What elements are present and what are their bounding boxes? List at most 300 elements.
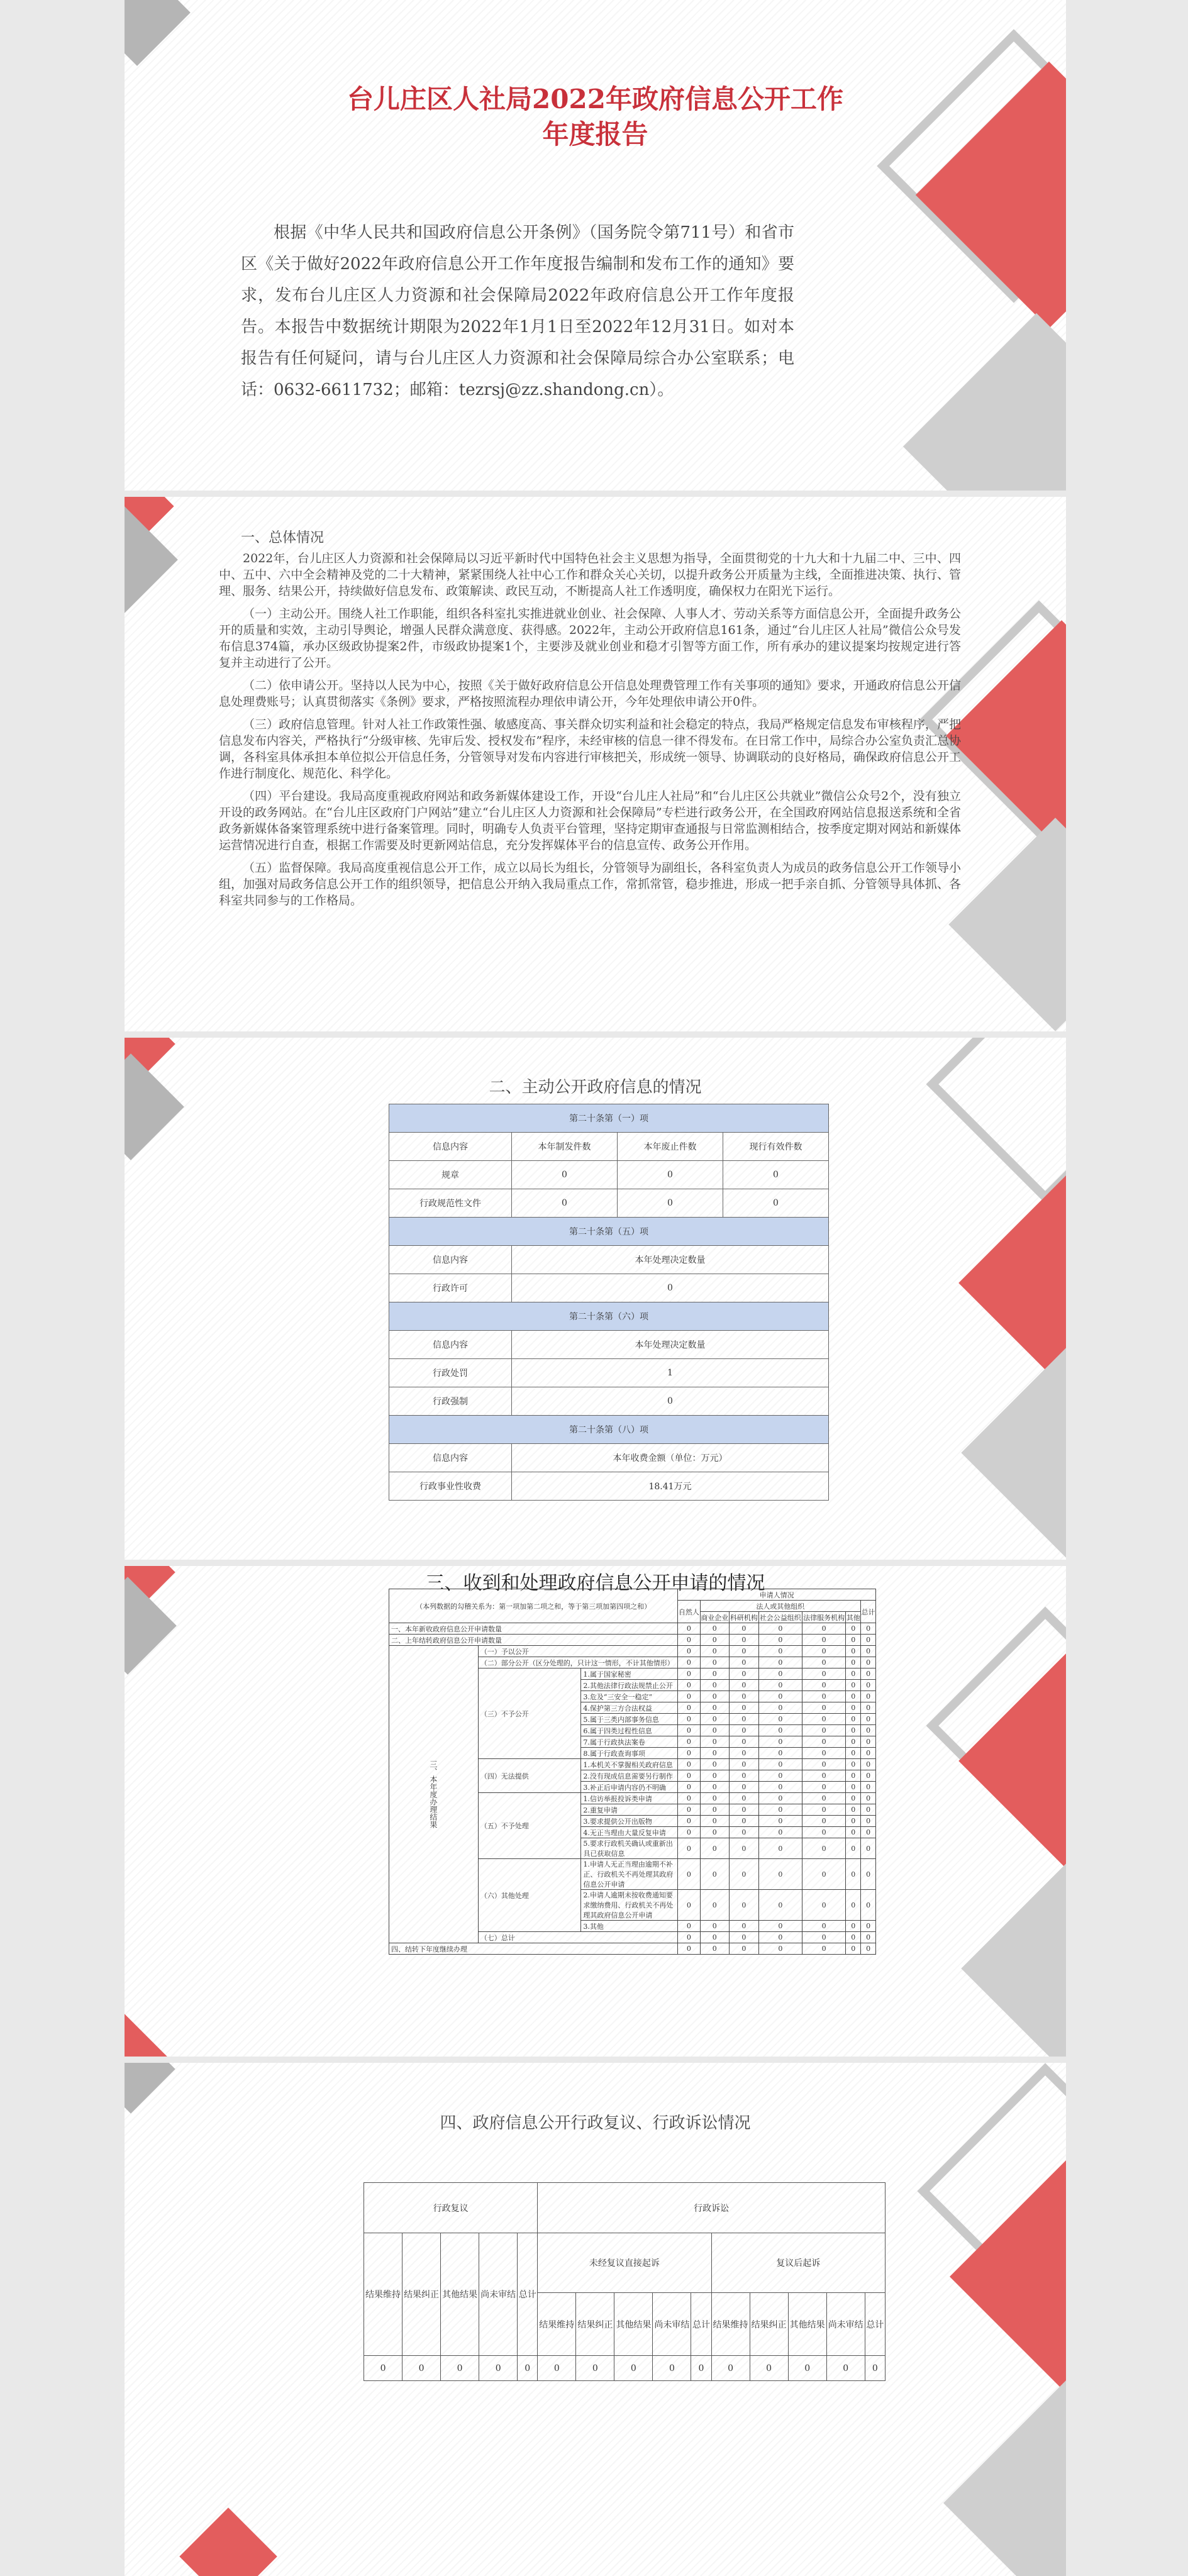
cell-value: 0 xyxy=(730,1657,759,1668)
decor-red-corner xyxy=(179,2507,277,2576)
item-label: 4.无正当理由大量反复申请 xyxy=(581,1827,678,1838)
column-header: 本年废止件数 xyxy=(618,1133,723,1161)
cell-value: 0 xyxy=(802,1702,845,1714)
cell-value: 0 xyxy=(678,1921,700,1932)
cell-value: 0 xyxy=(846,1680,861,1691)
cell-value: 0 xyxy=(730,1804,759,1816)
column-header: 尚未审结 xyxy=(826,2293,865,2356)
cell-value: 0 xyxy=(802,1838,845,1859)
cell: 0 xyxy=(512,1189,618,1218)
group-label: （六）其他处理 xyxy=(478,1859,581,1932)
cell-value: 0 xyxy=(402,2356,441,2381)
column-header: 本年收费金额（单位：万元） xyxy=(512,1444,829,1472)
cell-value: 0 xyxy=(846,1714,861,1725)
section1-body xyxy=(219,550,961,915)
cell-value: 0 xyxy=(758,1668,802,1680)
cell-value: 0 xyxy=(758,1932,802,1943)
cell-value: 0 xyxy=(758,1657,802,1668)
item-label: 6.属于四类过程性信息 xyxy=(581,1725,678,1736)
cell: 行政强制 xyxy=(389,1387,512,1416)
cell-value: 0 xyxy=(678,1816,700,1827)
cell-value: 0 xyxy=(846,1668,861,1680)
title-line-1: 台儿庄区人社局2022年政府信息公开工作 xyxy=(347,84,843,114)
cell-value: 0 xyxy=(678,1691,700,1702)
cell-value: 0 xyxy=(700,1921,730,1932)
cell-value: 0 xyxy=(678,1782,700,1793)
cell: 0 xyxy=(512,1274,829,1302)
cell-value: 0 xyxy=(846,1702,861,1714)
column-header: 信息内容 xyxy=(389,1444,512,1472)
column-header: 其他结果 xyxy=(441,2233,479,2356)
cell-value: 0 xyxy=(730,1793,759,1804)
column-header: 总计 xyxy=(691,2293,711,2356)
decor-red-corner xyxy=(125,2011,170,2057)
cell-value: 0 xyxy=(758,1921,802,1932)
litigation-header: 行政诉讼 xyxy=(538,2183,885,2233)
column-header: 结果维持 xyxy=(364,2233,402,2356)
column-header: 结果纠正 xyxy=(402,2233,441,2356)
cell-value: 0 xyxy=(758,1793,802,1804)
cell-value: 0 xyxy=(861,1890,876,1921)
cell-value: 0 xyxy=(700,1691,730,1702)
item-label: 1.信访举报投诉类申请 xyxy=(581,1793,678,1804)
page-applications xyxy=(125,1566,1066,2057)
cell-value: 0 xyxy=(846,1921,861,1932)
cell-value: 0 xyxy=(802,1759,845,1770)
item-label: 7.属于行政执法案卷 xyxy=(581,1736,678,1748)
cell-value: 0 xyxy=(678,1770,700,1782)
cell-value: 0 xyxy=(730,1623,759,1635)
paragraph: 2022年，台儿庄区人力资源和社会保障局以习近平新时代中国特色社会主义思想为指导，全面贯彻党的十九大和十九届二中、三中、四中、五中、六中全会精神及党的二十大精神，紧紧围绕人社中心工作和群众关心关切，以提升政务公开质量为主线，全面推进决策、执行、管理、服务、结果公开，持续做好信息发布、政策解读、政民互动，不断提高人社工作透明度，确保权力在阳光下运行。 xyxy=(219,552,961,598)
cell-value: 0 xyxy=(758,1748,802,1759)
cell-value: 0 xyxy=(678,1725,700,1736)
column-header: 其他结果 xyxy=(788,2293,826,2356)
cell-value: 0 xyxy=(861,1680,876,1691)
cell-value: 0 xyxy=(691,2356,711,2381)
decor-gray-diamond xyxy=(948,818,1066,1031)
item-label: 3.补正后申请内容仍不明确 xyxy=(581,1782,678,1793)
group-label: （五）不予处理 xyxy=(478,1793,581,1859)
natural-person-header: 自然人 xyxy=(678,1601,700,1623)
column-header: 尚未审结 xyxy=(479,2233,518,2356)
cell-value: 0 xyxy=(802,1770,845,1782)
cell-value: 0 xyxy=(846,1770,861,1782)
cell: 0 xyxy=(618,1189,723,1218)
cell-value: 0 xyxy=(678,1827,700,1838)
cell-value: 0 xyxy=(700,1782,730,1793)
cell-value: 0 xyxy=(730,1748,759,1759)
item-label: 3.其他 xyxy=(581,1921,678,1932)
cell: 规章 xyxy=(389,1161,512,1189)
decor-outline-diamond xyxy=(926,1038,1066,1204)
table-header: 第二十条第（五）项 xyxy=(389,1218,829,1246)
page-active-disclosure xyxy=(125,1038,1066,1560)
decor-gray-corner xyxy=(125,2063,175,2114)
cell-value: 0 xyxy=(758,1759,802,1770)
cell-value: 0 xyxy=(865,2356,885,2381)
cell-value: 0 xyxy=(802,1657,845,1668)
cell-value: 0 xyxy=(861,1635,876,1646)
column-header: 本年处理决定数量 xyxy=(512,1246,829,1274)
cell-value: 0 xyxy=(861,1748,876,1759)
cell: 18.41万元 xyxy=(512,1472,829,1501)
cell-value: 0 xyxy=(700,1804,730,1816)
cell-value: 0 xyxy=(678,1646,700,1657)
cell-value: 0 xyxy=(802,1714,845,1725)
cell: 行政许可 xyxy=(389,1274,512,1302)
cell-value: 0 xyxy=(730,1680,759,1691)
cell-value: 0 xyxy=(846,1816,861,1827)
column-header: 结果维持 xyxy=(711,2293,750,2356)
cell: 行政规范性文件 xyxy=(389,1189,512,1218)
column-header: 信息内容 xyxy=(389,1331,512,1359)
cell-value: 0 xyxy=(700,1943,730,1955)
row-label: 四、结转下年度继续办理 xyxy=(389,1943,678,1955)
cell-value: 0 xyxy=(758,1816,802,1827)
cell-value: 0 xyxy=(802,1943,845,1955)
cell-value: 0 xyxy=(730,1702,759,1714)
cell-value: 0 xyxy=(730,1691,759,1702)
group-label: （四）无法提供 xyxy=(478,1759,581,1793)
cell-value: 0 xyxy=(758,1827,802,1838)
cell-value: 0 xyxy=(678,1680,700,1691)
cell-value: 0 xyxy=(802,1725,845,1736)
cell-value: 0 xyxy=(730,1782,759,1793)
cell-value: 0 xyxy=(758,1635,802,1646)
cell: 0 xyxy=(723,1161,828,1189)
cell-value: 0 xyxy=(846,1932,861,1943)
cell-value: 0 xyxy=(700,1714,730,1725)
cell-value: 0 xyxy=(730,1736,759,1748)
paragraph: （五）监督保障。我局高度重视信息公开工作，成立以局长为组长，分管领导为副组长，各科室负责人为成员的政务信息公开工作领导小组，加强对局政务信息公开工作的组织领导，把信息公开纳入我局重点工作，常抓常管，稳步推进，形成一把手亲自抓、分管领导具体抓、各科室共同参与的工作格局。 xyxy=(219,861,961,908)
cell-value: 0 xyxy=(700,1748,730,1759)
section1-heading: 一、总体情况 xyxy=(241,530,325,546)
column-header: 社会公益组织 xyxy=(758,1612,802,1623)
cell-value: 0 xyxy=(758,1838,802,1859)
cell-value: 0 xyxy=(861,1759,876,1770)
item-label: 2.其他法律行政法规禁止公开 xyxy=(581,1680,678,1691)
cell-value: 0 xyxy=(758,1890,802,1921)
cell-value: 0 xyxy=(861,1646,876,1657)
cell-value: 0 xyxy=(861,1702,876,1714)
cell-value: 0 xyxy=(846,1635,861,1646)
table-row xyxy=(389,1943,876,1955)
cell-value: 0 xyxy=(861,1793,876,1804)
column-header: 本年制发件数 xyxy=(512,1133,618,1161)
cell-value: 0 xyxy=(846,1827,861,1838)
cell-value: 0 xyxy=(758,1714,802,1725)
cell-value: 0 xyxy=(802,1635,845,1646)
cell-value: 0 xyxy=(758,1770,802,1782)
cell-value: 0 xyxy=(614,2356,653,2381)
cell: 0 xyxy=(512,1161,618,1189)
cell-value: 0 xyxy=(802,1816,845,1827)
cell-value: 0 xyxy=(846,1736,861,1748)
item-label: 2.申请人逾期未按收费通知要求缴纳费用、行政机关不再处理其政府信息公开申请 xyxy=(581,1890,678,1921)
table-row xyxy=(389,1359,829,1387)
decor-gray-corner xyxy=(125,0,191,66)
table-row xyxy=(389,1387,829,1416)
cell-value: 0 xyxy=(802,1921,845,1932)
cell-value: 0 xyxy=(846,1646,861,1657)
cell-value: 0 xyxy=(730,1932,759,1943)
cell-value: 0 xyxy=(802,1793,845,1804)
cell-value: 0 xyxy=(730,1921,759,1932)
column-header: 其他 xyxy=(846,1612,861,1623)
cell-value: 0 xyxy=(730,1668,759,1680)
cell-value: 0 xyxy=(700,1827,730,1838)
item-label: 8.属于行政查询事项 xyxy=(581,1748,678,1759)
total-header: 总计 xyxy=(861,1601,876,1623)
cell: 行政事业性收费 xyxy=(389,1472,512,1501)
cell-value: 0 xyxy=(700,1793,730,1804)
direct-suit-header: 未经复议直接起诉 xyxy=(538,2233,711,2293)
cell-value: 0 xyxy=(846,1804,861,1816)
cell-value: 0 xyxy=(678,1890,700,1921)
cell-value: 0 xyxy=(678,1748,700,1759)
column-header: 其他结果 xyxy=(614,2293,653,2356)
cell-value: 0 xyxy=(846,1943,861,1955)
cell-value: 0 xyxy=(861,1782,876,1793)
review-litigation-table xyxy=(364,2182,885,2381)
cell-value: 0 xyxy=(758,1702,802,1714)
cell-value: 0 xyxy=(846,1657,861,1668)
cell-value: 0 xyxy=(861,1736,876,1748)
cell-value: 0 xyxy=(700,1657,730,1668)
column-header: 尚未审结 xyxy=(653,2293,691,2356)
cell-value: 0 xyxy=(730,1635,759,1646)
cell-value: 0 xyxy=(846,1623,861,1635)
cell-value: 0 xyxy=(700,1646,730,1657)
cell-value: 0 xyxy=(802,1736,845,1748)
cell-value: 0 xyxy=(846,1725,861,1736)
cell-value: 0 xyxy=(730,1770,759,1782)
cell-value: 0 xyxy=(730,1816,759,1827)
column-header: 结果纠正 xyxy=(576,2293,614,2356)
cell-value: 0 xyxy=(364,2356,402,2381)
cell-value: 0 xyxy=(758,1736,802,1748)
cell-value: 0 xyxy=(846,1759,861,1770)
cell-value: 0 xyxy=(678,1943,700,1955)
table-header: 第二十条第（一）项 xyxy=(389,1104,829,1133)
cell: 0 xyxy=(618,1161,723,1189)
cell-value: 0 xyxy=(758,1691,802,1702)
cell-value: 0 xyxy=(700,1770,730,1782)
table-header: 第二十条第（六）项 xyxy=(389,1302,829,1331)
cell-value: 0 xyxy=(653,2356,691,2381)
page-review-litigation xyxy=(125,2063,1066,2576)
cell-value: 0 xyxy=(700,1838,730,1859)
cell-value: 0 xyxy=(861,1838,876,1859)
cell-value: 0 xyxy=(802,1680,845,1691)
cell-value: 0 xyxy=(700,1635,730,1646)
cell-value: 0 xyxy=(846,1691,861,1702)
cell-value: 0 xyxy=(861,1816,876,1827)
cell-value: 0 xyxy=(861,1714,876,1725)
cell-value: 0 xyxy=(861,1623,876,1635)
cell-value: 0 xyxy=(700,1859,730,1890)
cell-value: 0 xyxy=(678,1657,700,1668)
cell-value: 0 xyxy=(846,1859,861,1890)
column-header: 总计 xyxy=(865,2293,885,2356)
cell-value: 0 xyxy=(861,1770,876,1782)
cell-value: 0 xyxy=(861,1691,876,1702)
cell-value: 0 xyxy=(730,1827,759,1838)
cell-value: 0 xyxy=(678,1759,700,1770)
item-label: 3.危及“三安全一稳定” xyxy=(581,1691,678,1702)
table-row xyxy=(389,1274,829,1302)
group-label: （三）不予公开 xyxy=(478,1668,581,1759)
cell-value: 0 xyxy=(861,1668,876,1680)
title-line-2: 年度报告 xyxy=(542,119,648,150)
cell-value: 0 xyxy=(802,1859,845,1890)
group-label: （二）部分公开（区分处理的，只计这一情形，不计其他情形） xyxy=(478,1657,678,1668)
cell-value: 0 xyxy=(846,1890,861,1921)
section3-heading: 三、收到和处理政府信息公开申请的情况 xyxy=(425,1572,765,1594)
intro-paragraph: 根据《中华人民共和国政府信息公开条例》（国务院令第711号）和省市区《关于做好2022年政府信息公开工作年度报告编制和发布工作的通知》要求，发布台儿庄区人力资源和社会保障局2022年政府信息公开工作年度报告。本报告中数据统计期限为2022年1月1日至2022年12月31日。如对本报告有任何疑问，请与台儿庄区人力资源和社会保障局综合办公室联系；电话：0632-6611732；邮箱：tezrsj@zz.shandong.cn）。 xyxy=(241,223,794,399)
table-row xyxy=(389,1189,829,1218)
column-header: 法律服务机构 xyxy=(802,1612,845,1623)
decor-gray-diamond xyxy=(943,2379,1066,2576)
column-header: 信息内容 xyxy=(389,1133,512,1161)
table-row xyxy=(389,1646,876,1657)
cell-value: 0 xyxy=(700,1736,730,1748)
cell-value: 0 xyxy=(518,2356,538,2381)
column-header: 现行有效件数 xyxy=(723,1133,828,1161)
cell-value: 0 xyxy=(846,1748,861,1759)
report-title xyxy=(125,82,1066,152)
column-header: 商业企业 xyxy=(700,1612,730,1623)
side-label: 三、本年度办理结果 xyxy=(389,1646,479,1943)
cell-value: 0 xyxy=(700,1759,730,1770)
cell-value: 0 xyxy=(846,1793,861,1804)
column-header: 结果维持 xyxy=(538,2293,576,2356)
item-label: 4.保护第三方合法权益 xyxy=(581,1702,678,1714)
paragraph: （二）依申请公开。坚持以人民为中心，按照《关于做好政府信息公开信息处理费管理工作有关事项的通知》要求，开通政府信息公开信息处理费账号；认真贯彻落实《条例》要求，严格按照流程办理依申请公开，今年处理依申请公开0件。 xyxy=(219,679,961,709)
review-header: 行政复议 xyxy=(364,2183,538,2233)
item-label: 2.重复申请 xyxy=(581,1804,678,1816)
cell-value: 0 xyxy=(730,1759,759,1770)
applications-table xyxy=(389,1589,876,1955)
cell-value: 0 xyxy=(861,1921,876,1932)
cell: 行政处罚 xyxy=(389,1359,512,1387)
cell: 0 xyxy=(512,1387,829,1416)
page-overview xyxy=(125,497,1066,1031)
legal-person-header: 法人或其他组织 xyxy=(700,1601,861,1612)
column-header: 结果纠正 xyxy=(750,2293,788,2356)
cell-value: 0 xyxy=(802,1748,845,1759)
cell-value: 0 xyxy=(758,1725,802,1736)
cell-value: 0 xyxy=(802,1668,845,1680)
cell-value: 0 xyxy=(700,1932,730,1943)
decor-gray-diamond xyxy=(903,313,1066,491)
item-label: 2.没有现成信息需要另行制作 xyxy=(581,1770,678,1782)
cell-value: 0 xyxy=(758,1623,802,1635)
cell-value: 0 xyxy=(802,1932,845,1943)
cell-value: 0 xyxy=(678,1714,700,1725)
section4-heading: 四、政府信息公开行政复议、行政诉讼情况 xyxy=(440,2114,751,2133)
cell-value: 0 xyxy=(678,1635,700,1646)
column-header: 信息内容 xyxy=(389,1246,512,1274)
cell-value: 0 xyxy=(700,1725,730,1736)
cell-value: 0 xyxy=(678,1668,700,1680)
cell-value: 0 xyxy=(758,1859,802,1890)
cell-value: 0 xyxy=(730,1838,759,1859)
cell-value: 0 xyxy=(730,1859,759,1890)
cell-value: 0 xyxy=(678,1838,700,1859)
table-row xyxy=(389,1161,829,1189)
decor-gray-diamond xyxy=(961,1862,1066,2057)
cell-value: 0 xyxy=(846,1782,861,1793)
item-label: 5.属于三类内部事务信息 xyxy=(581,1714,678,1725)
cell-value: 0 xyxy=(758,1680,802,1691)
item-label: 1.属于国家秘密 xyxy=(581,1668,678,1680)
cell-value: 0 xyxy=(730,1890,759,1921)
cell-value: 0 xyxy=(479,2356,518,2381)
cell-value: 0 xyxy=(678,1932,700,1943)
cell-value: 0 xyxy=(788,2356,826,2381)
table-row xyxy=(389,1635,876,1646)
cell-value: 0 xyxy=(802,1623,845,1635)
cell-value: 0 xyxy=(861,1859,876,1890)
paragraph: （三）政府信息管理。针对人社工作政策性强、敏感度高、事关群众切实利益和社会稳定的特点，我局严格规定信息发布审核程序，严把信息发布内容关，严格执行“分级审核、先审后发、授权发布”程序，未经审核的信息一律不得发布。在日常工作中，局综合办公室负责汇总协调，各科室具体承担本单位拟公开信息任务，分管领导对发布内容进行审核把关，形成统一领导、协调联动的良好格局，确保政府信息公开工作进行制度化、规范化、科学化。 xyxy=(219,718,961,780)
cell-value: 0 xyxy=(538,2356,576,2381)
cell-value: 0 xyxy=(802,1782,845,1793)
table-row xyxy=(389,1623,876,1635)
section2-heading: 二、主动公开政府信息的情况 xyxy=(489,1078,702,1097)
cell-value: 0 xyxy=(700,1816,730,1827)
cell-value: 0 xyxy=(576,2356,614,2381)
cell-value: 0 xyxy=(700,1890,730,1921)
paragraph: （一）主动公开。围绕人社工作职能，组织各科室扎实推进就业创业、社会保障、人事人才、劳动关系等方面信息公开，全面提升政务公开的质量和实效，主动引导舆论，增强人民群众满意度、获得感。2022年，主动公开政府信息161条，通过“台儿庄区人社局”微信公众号发布信息374篇，承办区级政协提案2件，市级政协提案1个，主要涉及就业创业和稳才引智等方面工作，所有承办的建议提案均按规定进行答复并主动进行了公开。 xyxy=(219,607,961,670)
cell-value: 0 xyxy=(861,1804,876,1816)
cell-value: 0 xyxy=(730,1646,759,1657)
table-header: 第二十条第（八）项 xyxy=(389,1416,829,1444)
table-row xyxy=(389,1472,829,1501)
cell-value: 0 xyxy=(758,1943,802,1955)
cell-value: 0 xyxy=(700,1680,730,1691)
row-label: 一、本年新收政府信息公开申请数量 xyxy=(389,1623,678,1635)
cell-value: 0 xyxy=(711,2356,750,2381)
cell-value: 0 xyxy=(861,1827,876,1838)
cell-value: 0 xyxy=(678,1702,700,1714)
active-disclosure-table xyxy=(389,1104,829,1501)
page-report-title xyxy=(125,0,1066,491)
decor-gray-corner xyxy=(125,1053,184,1160)
paragraph: （四）平台建设。我局高度重视政府网站和政务新媒体建设工作，开设“台儿庄人社局”和“台儿庄区公共就业”微信公众号2个，没有独立开设的政务网站。在“台儿庄区政府门户网站”建立“台儿庄区人力资源和社会保障局”专栏进行政务公开，在全国政府网站信息报送系统和全省政务新媒体备案管理系统中进行备案管理。同时，明确专人负责平台管理，坚持定期审查通报与日常监测相结合，按季度定期对网站和新媒体运营情况进行自查，根据工作需要及时更新网站信息，充分发挥媒体平台的信息宣传、政务公开作用。 xyxy=(219,789,961,852)
cell-value: 0 xyxy=(700,1623,730,1635)
cell-value: 0 xyxy=(730,1943,759,1955)
cell-value: 0 xyxy=(802,1691,845,1702)
cell-value: 0 xyxy=(861,1657,876,1668)
cell-value: 0 xyxy=(802,1804,845,1816)
item-label: 1.申请人无正当理由逾期不补正、行政机关不再处理其政府信息公开申请 xyxy=(581,1859,678,1890)
corner-note: （本列数据的勾稽关系为：第一项加第二项之和，等于第三项加第四项之和） xyxy=(389,1589,678,1623)
cell-value: 0 xyxy=(802,1827,845,1838)
cell-value: 0 xyxy=(758,1646,802,1657)
item-label: 1.本机关不掌握相关政府信息 xyxy=(581,1759,678,1770)
cell-value: 0 xyxy=(441,2356,479,2381)
cell-value: 0 xyxy=(678,1804,700,1816)
group-label: （七）总计 xyxy=(478,1932,678,1943)
cell-value: 0 xyxy=(730,1714,759,1725)
applicant-header: 申请人情况 xyxy=(678,1589,876,1601)
cell-value: 0 xyxy=(700,1668,730,1680)
item-label: 5.要求行政机关确认或重新出具已获取信息 xyxy=(581,1838,678,1859)
column-header: 总计 xyxy=(518,2233,538,2356)
cell-value: 0 xyxy=(678,1793,700,1804)
row-label: 二、上年结转政府信息公开申请数量 xyxy=(389,1635,678,1646)
